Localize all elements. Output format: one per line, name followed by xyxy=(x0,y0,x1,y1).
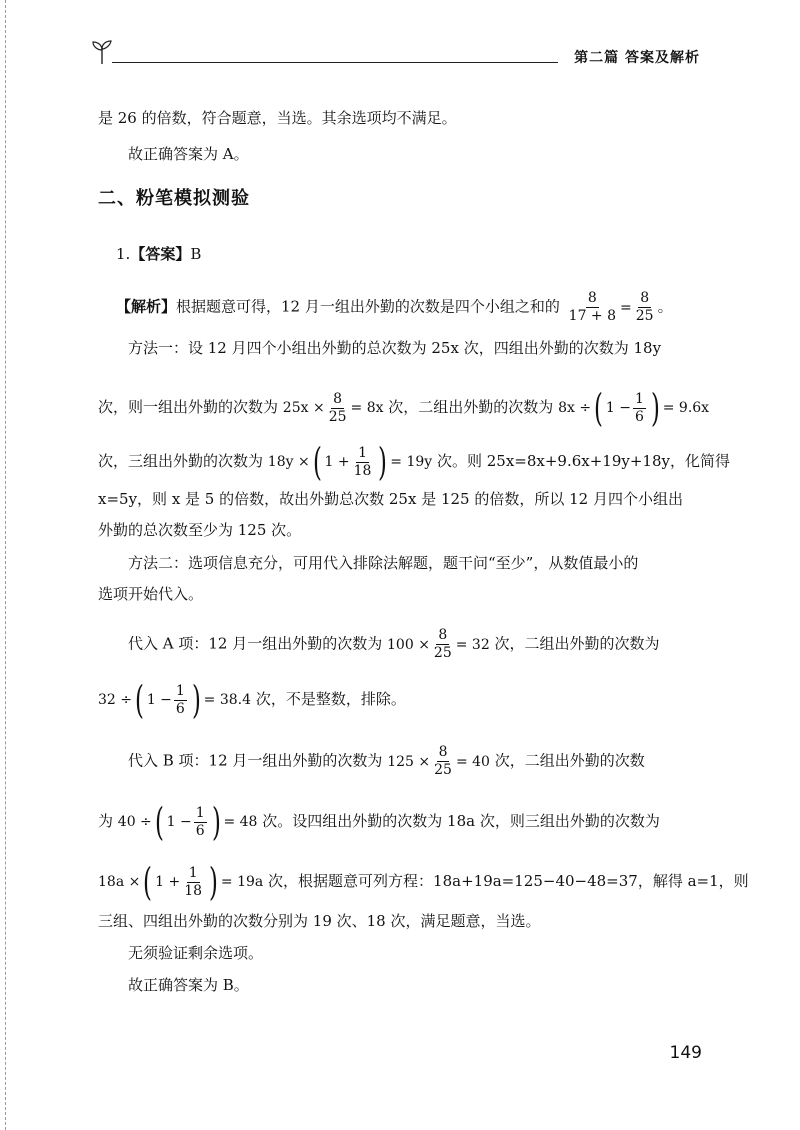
math-expression xyxy=(283,391,384,426)
text: 次，二组出外勤的次数 xyxy=(494,751,645,770)
math-text: 1 + xyxy=(155,874,181,890)
answer-value: B xyxy=(190,245,202,263)
fraction xyxy=(432,627,454,662)
numerator: 1 xyxy=(358,444,367,461)
method1-line5: 外勤的总次数至少为 125 次。 xyxy=(98,521,302,539)
option-b-line2 xyxy=(98,800,660,844)
math-text: = 8x xyxy=(350,400,384,416)
period: 。 xyxy=(657,297,673,316)
method1-line3 xyxy=(98,440,730,484)
fraction xyxy=(327,391,349,426)
text: 次，二组出外勤的次数为 xyxy=(494,634,660,653)
option-a-line2 xyxy=(98,678,406,722)
method1-line1: 方法一：设 12 月四个小组出外勤的总次数为 25x 次，四组出外勤的次数为 18y xyxy=(128,339,662,357)
denominator: 17 + 8 xyxy=(568,308,617,324)
math-expression xyxy=(387,627,490,662)
math-text: = 19y xyxy=(390,454,433,470)
math-text: 32 ÷ xyxy=(98,692,132,708)
prev-solution-tail: 是 26 的倍数，符合题意，当选。其余选项均不满足。 xyxy=(98,109,457,127)
analysis-intro: 根据题意可得，12 月一组出外勤的次数是四个小组之和的 xyxy=(176,297,560,316)
denominator: 18 xyxy=(353,462,372,479)
denominator: 6 xyxy=(195,822,205,839)
text: 次。设四组出外勤的次数为 18a 次，则三组出外勤的次数为 xyxy=(262,812,660,830)
header-section-title: 第二篇 答案及解析 xyxy=(574,50,700,66)
denominator: 25 xyxy=(434,762,452,778)
math-expression xyxy=(98,678,252,722)
numerator: 1 xyxy=(634,390,644,407)
math-text: 25x × xyxy=(282,400,325,416)
parenthesized-group: ( 1 − $\frac{1}{6}$ ) xyxy=(594,386,660,430)
numerator: 8 xyxy=(438,744,448,760)
denominator: 18 xyxy=(184,882,203,899)
numerator: 1 xyxy=(195,804,205,821)
numerator: 1 xyxy=(188,864,198,881)
parenthesized-group: ( 1 − $\frac{1}{6}$ ) xyxy=(154,800,221,844)
parenthesized-group: ( 1 − $\frac{1}{6}$ ) xyxy=(134,678,201,722)
option-b-line1 xyxy=(128,744,645,779)
denominator: 25 xyxy=(433,645,452,661)
fraction xyxy=(432,744,454,779)
math-text: 1 − xyxy=(605,400,631,416)
math-expression xyxy=(117,800,258,844)
no-verify-note: 无须验证剩余选项。 xyxy=(128,944,264,962)
fraction xyxy=(352,445,374,480)
math-text: 1 − xyxy=(166,814,192,830)
denominator: 25 xyxy=(328,408,347,425)
option-b-line4: 三组、四组出外勤的次数分别为 19 次、18 次，满足题意，当选。 xyxy=(98,912,541,930)
math-text: 40 ÷ xyxy=(117,814,152,830)
text: 次，三组出外勤的次数为 xyxy=(98,452,264,470)
numerator: 8 xyxy=(333,390,343,407)
math-text: = 9.6x xyxy=(662,400,710,416)
fraction xyxy=(634,290,656,325)
math-expression xyxy=(387,744,490,779)
math-text: = 32 xyxy=(455,636,490,653)
question-answer-line xyxy=(116,244,201,264)
numerator: 8 xyxy=(438,627,448,643)
method1-line2 xyxy=(98,386,710,430)
fraction xyxy=(633,391,646,426)
answer-tag: 【答案】 xyxy=(130,245,191,263)
math-text: = 19a xyxy=(220,874,264,890)
option-a-line1 xyxy=(128,627,660,662)
method1-line4: x=5y，则 x 是 5 的倍数，故出外勤总次数 25x 是 125 的倍数，所以 12 月四个小组出 xyxy=(98,490,683,508)
math-text: = 38.4 xyxy=(203,692,252,708)
text: 代入 B 项：12 月一组出外勤的次数为 xyxy=(128,751,383,770)
math-text: = 48 xyxy=(223,814,258,830)
denominator: 25 xyxy=(635,308,654,324)
binding-perforation xyxy=(5,0,6,1130)
math-expression xyxy=(558,386,710,430)
question-number: 1. xyxy=(116,245,131,263)
page-header xyxy=(90,38,710,68)
math-text: 100 × xyxy=(387,636,430,653)
text: 次，不是整数，排除。 xyxy=(255,690,406,708)
text: 为 xyxy=(98,812,114,830)
numerator: 8 xyxy=(640,290,650,306)
parenthesized-group: ( 1 + $\frac{1}{18}$ ) xyxy=(143,860,218,904)
fraction xyxy=(182,865,204,900)
page-number: 149 xyxy=(669,1043,702,1063)
numerator: 1 xyxy=(175,682,185,699)
math-expression xyxy=(565,290,658,325)
text: 次，则一组出外勤的次数为 xyxy=(98,398,279,416)
fraction xyxy=(567,290,618,325)
header-rule xyxy=(112,62,558,63)
analysis-line xyxy=(116,290,673,325)
math-text: 18a × xyxy=(98,874,141,890)
equals-sign: = xyxy=(620,299,632,316)
math-expression xyxy=(98,860,264,904)
method2-line1: 方法二：选项信息充分，可用代入排除法解题，题干问“至少”，从数值最小的 xyxy=(128,554,639,572)
text: 代入 A 项：12 月一组出外勤的次数为 xyxy=(128,634,383,653)
analysis-tag: 【解析】 xyxy=(116,297,177,316)
section-heading: 二、粉笔模拟测验 xyxy=(98,188,250,209)
math-text: 1 + xyxy=(324,454,350,470)
prev-correct-answer: 故正确答案为 A。 xyxy=(128,145,249,163)
text: 次，根据题意可列方程：18a+19a=125−40−48=37，解得 a=1，则 xyxy=(268,872,749,890)
option-b-line3 xyxy=(98,860,749,904)
math-expression xyxy=(267,440,433,484)
denominator: 6 xyxy=(175,700,185,717)
math-text: 18y × xyxy=(267,454,310,470)
math-text: 1 − xyxy=(146,692,172,708)
method2-line2: 选项开始代入。 xyxy=(98,585,204,603)
text: 次。则 25x=8x+9.6x+19y+18y，化简得 xyxy=(436,452,730,470)
fraction xyxy=(194,805,207,840)
parenthesized-group: ( 1 + $\frac{1}{18}$ ) xyxy=(312,440,388,484)
math-text: 125 × xyxy=(387,753,431,770)
fraction xyxy=(174,683,187,718)
denominator: 6 xyxy=(634,408,644,425)
math-text: 8x ÷ xyxy=(558,400,592,416)
text: 次，二组出外勤的次数为 xyxy=(388,398,554,416)
sprout-icon xyxy=(90,38,114,66)
final-answer: 故正确答案为 B。 xyxy=(128,976,249,994)
math-text: = 40 xyxy=(455,753,490,770)
numerator: 8 xyxy=(587,290,597,306)
